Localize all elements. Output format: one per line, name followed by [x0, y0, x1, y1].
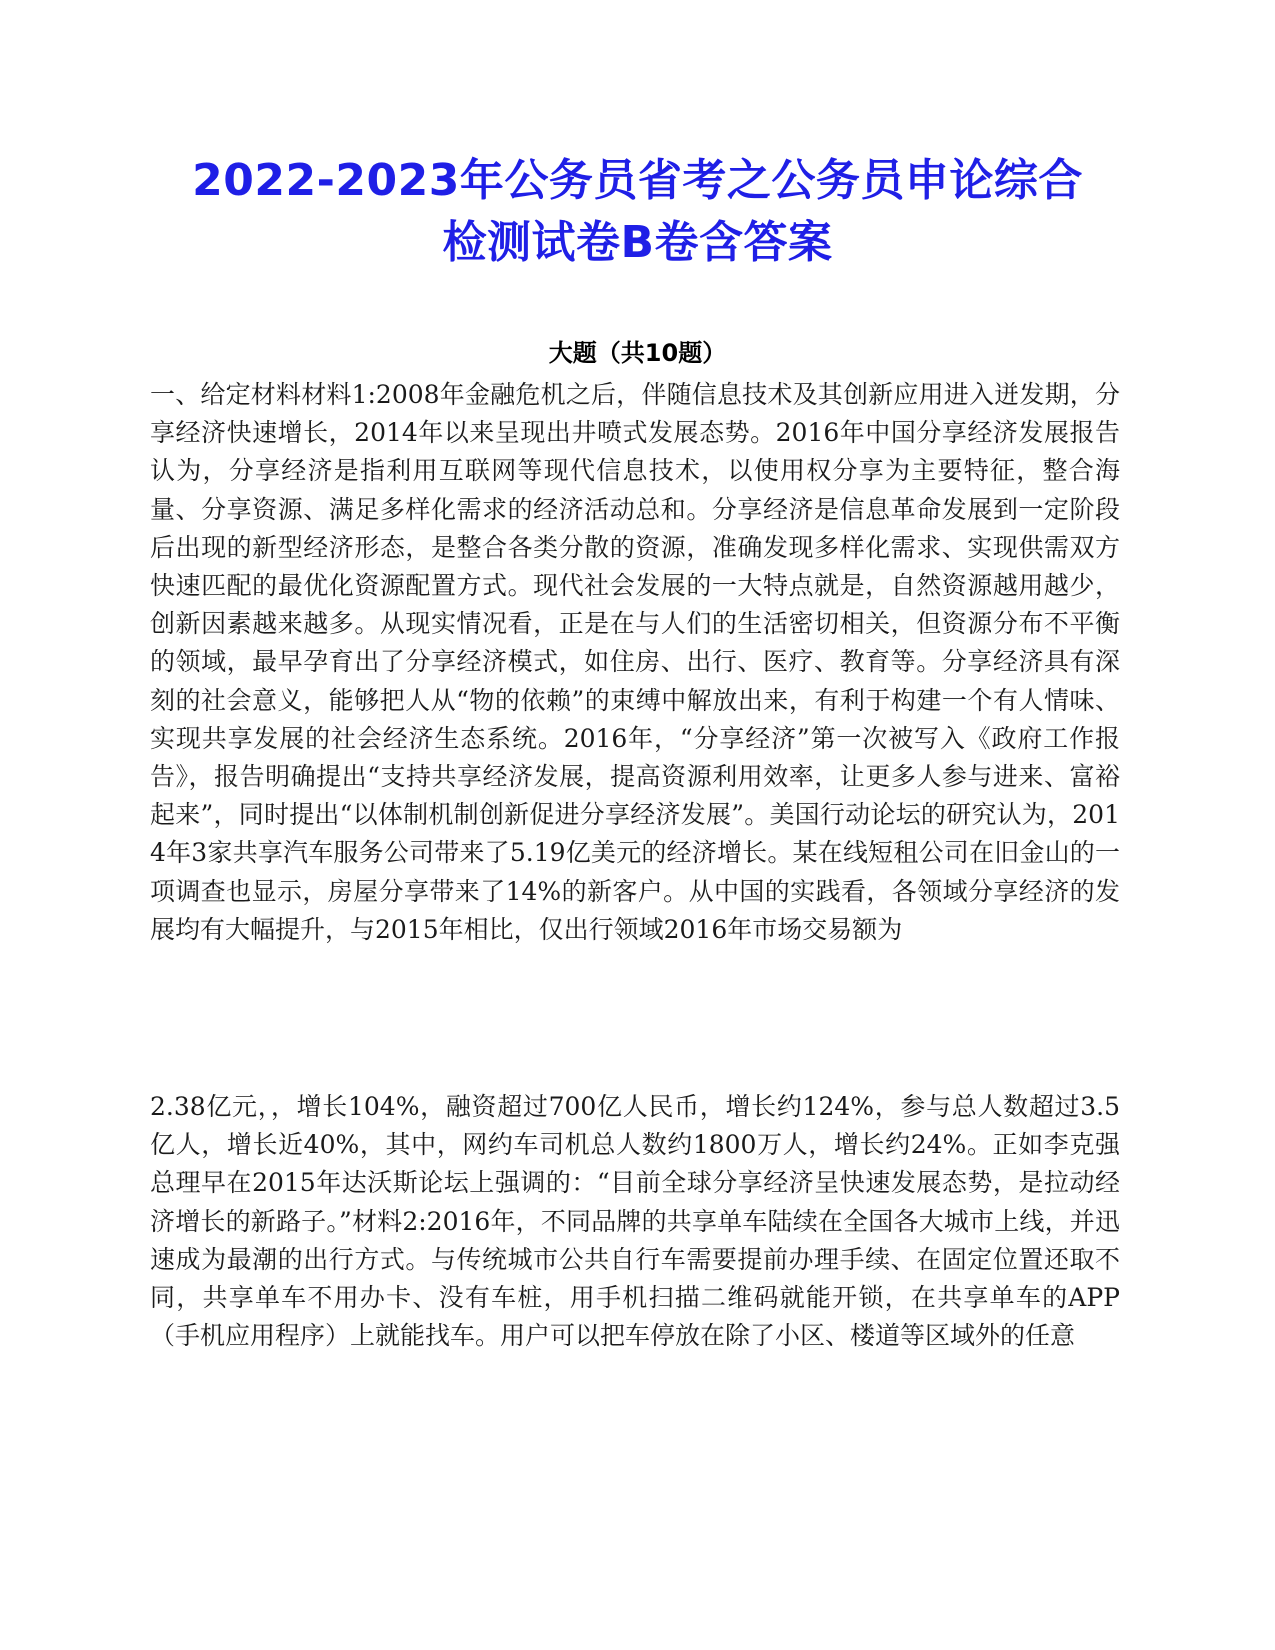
document-title: [120, 150, 1155, 274]
section-heading: 大题（共10题）: [548, 339, 727, 367]
document-title-line-1: 2022-2023年公务员省考之公务员申论综合: [192, 155, 1083, 206]
document-title-line-2: 检测试卷B卷含答案: [442, 217, 833, 268]
body-paragraph-1: 一、给定材料材料1:2008年金融危机之后，伴随信息技术及其创新应用进入迸发期，分享经济快速增长，2014年以来呈现出井喷式发展态势。2016年中国分享经济发展报告认为，分享经济是指利用互联网等现代信息技术，以使用权分享为主要特征，整合海量、分享资源、满足多样化需求的经济活动总和。分享经济是信息革命发展到一定阶段后出现的新型经济形态，是整合各类分散的资源，准确发现多样化需求、实现供需双方快速匹配的最优化资源配置方式。现代社会发展的一大特点就是，自然资源越用越少，创新因素越来越多。从现实情况看，正是在与人们的生活密切相关，但资源分布不平衡的领域，最早孕育出了分享经济模式，如住房、出行、医疗、教育等。分享经济具有深刻的社会意义，能够把人从“物的依赖”的束缚中解放出来，有利于构建一个有人情味、实现共享发展的社会经济生态系统。2016年，“分享经济”第一次被写入《政府工作报告》，报告明确提出“支持共享经济发展，提高资源利用效率，让更多人参与进来、富裕起来”，同时提出“以体制机制创新促进分享经济发展”。美国行动论坛的研究认为，2014年3家共享汽车服务公司带来了5.19亿美元的经济增长。某在线短租公司在旧金山的一项调查也显示，房屋分享带来了14%的新客户。从中国的实践看，各领域分享经济的发展均有大幅提升，与2015年相比，仅出行领域2016年市场交易额为: [150, 380, 1120, 944]
body-paragraph-2: 2.38亿元，，增长104%，融资超过700亿人民币，增长约124%，参与总人数超过3.5亿人，增长近40%，其中，网约车司机总人数约1800万人，增长约24%。正如李克强总理早在2015年达沃斯论坛上强调的：“目前全球分享经济呈快速发展态势，是拉动经济增长的新路子。”材料2:2016年，不同品牌的共享单车陆续在全国各大城市上线，并迅速成为最潮的出行方式。与传统城市公共自行车需要提前办理手续、在固定位置还取不同，共享单车不用办卡、没有车桩，用手机扫描二维码就能开锁，在共享单车的APP（手机应用程序）上就能找车。用户可以把车停放在除了小区、楼道等区域外的任意: [150, 1092, 1120, 1351]
